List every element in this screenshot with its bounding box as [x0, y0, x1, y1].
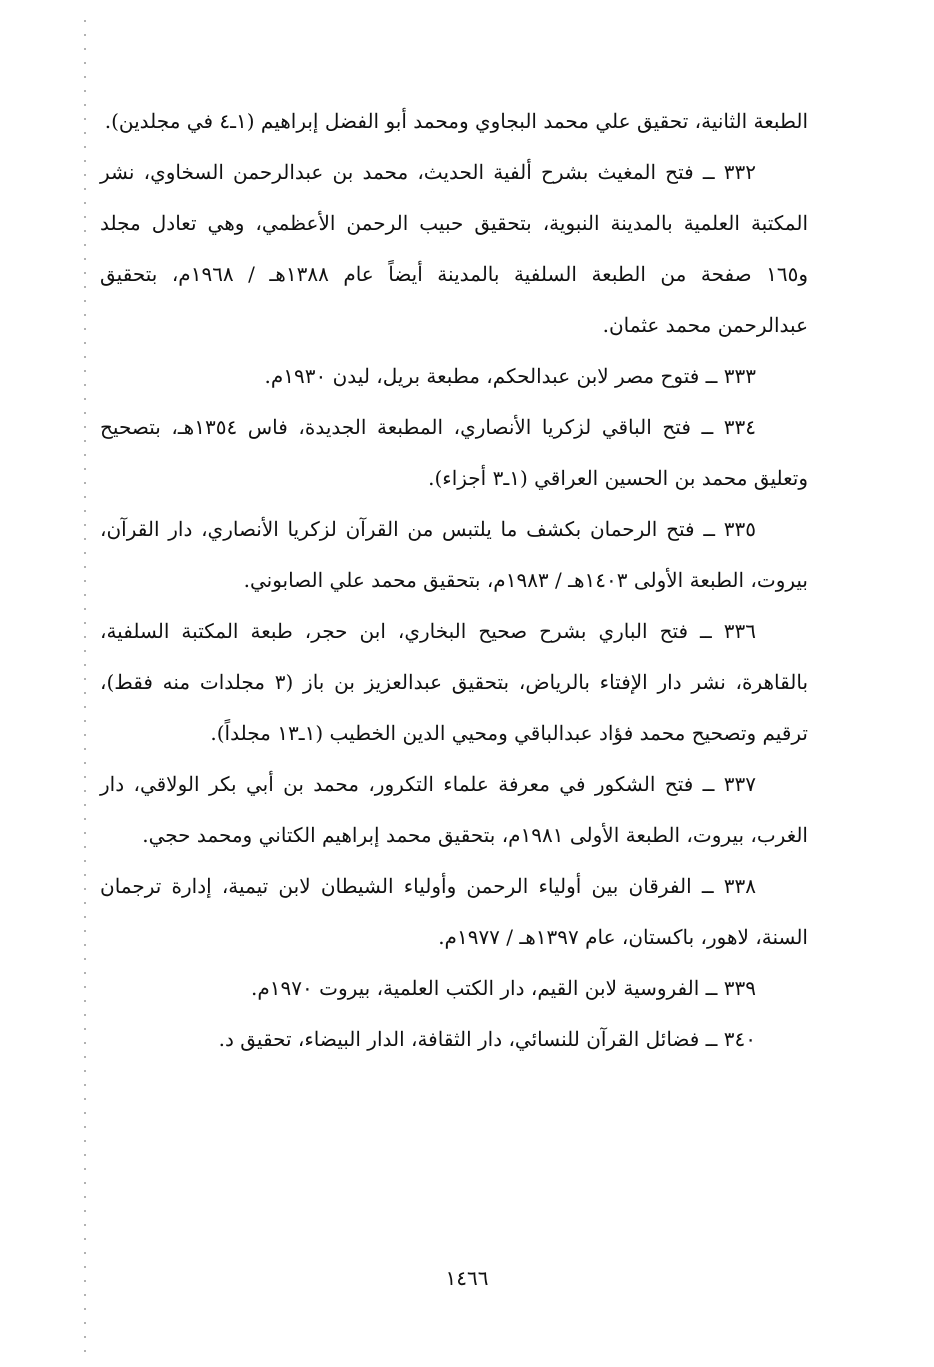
- margin-dot: [84, 902, 86, 904]
- margin-dot: [84, 174, 86, 176]
- margin-dot: [84, 1350, 86, 1352]
- margin-dot: [84, 48, 86, 50]
- margin-dot: [84, 1196, 86, 1198]
- margin-dot: [84, 76, 86, 78]
- margin-dot: [84, 286, 86, 288]
- entry-333: ٣٣٣ ــ فتوح مصر لابن عبدالحكم، مطبعة بريل، ليدن ١٩٣٠م.: [264, 364, 756, 388]
- margin-dot: [84, 1252, 86, 1254]
- margin-dot: [84, 342, 86, 344]
- margin-dot: [84, 454, 86, 456]
- margin-dot: [84, 1070, 86, 1072]
- margin-dot: [84, 1014, 86, 1016]
- margin-dot: [84, 930, 86, 932]
- margin-dot: [84, 314, 86, 316]
- page-number: ١٤٦٦: [445, 1266, 489, 1290]
- margin-dot: [84, 1140, 86, 1142]
- margin-dot: [84, 678, 86, 680]
- margin-dot: [84, 1154, 86, 1156]
- margin-dot: [84, 1322, 86, 1324]
- margin-dot: [84, 650, 86, 652]
- margin-dot: [84, 706, 86, 708]
- margin-dot: [84, 1336, 86, 1338]
- margin-dot: [84, 300, 86, 302]
- margin-dot: [84, 720, 86, 722]
- margin-dot: [84, 370, 86, 372]
- margin-dot: [84, 888, 86, 890]
- margin-dot: [84, 1126, 86, 1128]
- margin-dot: [84, 524, 86, 526]
- margin-dot: [84, 272, 86, 274]
- entry-339: ٣٣٩ ــ الفروسية لابن القيم، دار الكتب العلمية، بيروت ١٩٧٠م.: [251, 976, 756, 1000]
- margin-dot: [84, 762, 86, 764]
- margin-dot: [84, 1168, 86, 1170]
- margin-dot: [84, 664, 86, 666]
- margin-dot: [84, 552, 86, 554]
- margin-dot: [84, 636, 86, 638]
- margin-dot: [84, 90, 86, 92]
- entry-336: ٣٣٦ ــ فتح الباري بشرح صحيح البخاري، ابن حجر، طبعة المكتبة السلفية، بالقاهرة، نشر دار الإفتاء بالرياض، بتحقيق عبدالعزيز بن باز (٣ مجلدات منه فقط)، ترقيم وتصحيح محمد فؤاد عبدالباقي ومحيي الدين الخطيب (١ـ١٣ مجلداً).: [100, 619, 809, 745]
- margin-dot: [84, 944, 86, 946]
- margin-dot: [84, 258, 86, 260]
- margin-dot: [84, 580, 86, 582]
- margin-dot: [84, 972, 86, 974]
- margin-dot: [84, 118, 86, 120]
- margin-dot: [84, 790, 86, 792]
- margin-dot: [84, 132, 86, 134]
- margin-dot: [84, 860, 86, 862]
- margin-dot: [84, 160, 86, 162]
- margin-dot: [84, 538, 86, 540]
- margin-dot: [84, 104, 86, 106]
- margin-dot: [84, 986, 86, 988]
- margin-dot: [84, 1224, 86, 1226]
- margin-dot: [84, 692, 86, 694]
- margin-dot: [84, 202, 86, 204]
- entry-332: ٣٣٢ ــ فتح المغيث بشرح ألفية الحديث، محمد بن عبدالرحمن السخاوي، نشر المكتبة العلمية بالمدينة النبوية، بتحقيق حبيب الرحمن الأعظمي، وهي تعادل مجلد و١٦٥ صفحة من الطبعة السلفية بالمدينة أيضاً عام ١٣٨٨هـ / ١٩٦٨م، بتحقيق عبدالرحمن محمد عثمان.: [100, 160, 809, 337]
- margin-dot: [84, 916, 86, 918]
- margin-dot: [84, 188, 86, 190]
- margin-dot: [84, 958, 86, 960]
- entry-continuation: الطبعة الثانية، تحقيق علي محمد البجاوي ومحمد أبو الفضل إبراهيم (١ـ٤ في مجلدين).: [104, 109, 808, 133]
- margin-dot: [84, 1210, 86, 1212]
- margin-dot: [84, 748, 86, 750]
- margin-dot: [84, 440, 86, 442]
- margin-dot: [84, 1084, 86, 1086]
- margin-dot: [84, 1112, 86, 1114]
- margin-dot: [84, 398, 86, 400]
- margin-dot: [84, 1098, 86, 1100]
- entry-340: ٣٤٠ ــ فضائل القرآن للنسائي، دار الثقافة، الدار البيضاء، تحقيق د.: [218, 1027, 756, 1051]
- entry-338: ٣٣٨ ــ الفرقان بين أولياء الرحمن وأولياء الشيطان لابن تيمية، إدارة ترجمان السنة، لاهور، باكستان، عام ١٣٩٧هـ / ١٩٧٧م.: [100, 874, 808, 949]
- margin-dot: [84, 804, 86, 806]
- margin-dot: [84, 62, 86, 64]
- margin-dot: [84, 566, 86, 568]
- entry-335: ٣٣٥ ــ فتح الرحمان بكشف ما يلتبس من القرآن لزكريا الأنصاري، دار القرآن، بيروت، الطبعة الأولى ١٤٠٣هـ / ١٩٨٣م، بتحقيق محمد علي الصابوني.: [100, 517, 808, 592]
- margin-dot: [84, 356, 86, 358]
- scan-margin-dots: [82, 0, 88, 1367]
- margin-dot: [84, 244, 86, 246]
- margin-dot: [84, 216, 86, 218]
- margin-dot: [84, 328, 86, 330]
- margin-dot: [84, 1308, 86, 1310]
- margin-dot: [84, 146, 86, 148]
- margin-dot: [84, 818, 86, 820]
- margin-dot: [84, 1238, 86, 1240]
- margin-dot: [84, 426, 86, 428]
- entry-337: ٣٣٧ ــ فتح الشكور في معرفة علماء التكرور، محمد بن أبي بكر الولاقي، دار الغرب، بيروت، الطبعة الأولى ١٩٨١م، بتحقيق محمد إبراهيم الكتاني ومحمد حجي.: [100, 772, 808, 847]
- margin-dot: [84, 412, 86, 414]
- margin-dot: [84, 1000, 86, 1002]
- margin-dot: [84, 482, 86, 484]
- margin-dot: [84, 622, 86, 624]
- margin-dot: [84, 230, 86, 232]
- margin-dot: [84, 734, 86, 736]
- margin-dot: [84, 874, 86, 876]
- margin-dot: [84, 468, 86, 470]
- margin-dot: [84, 1028, 86, 1030]
- margin-dot: [84, 776, 86, 778]
- margin-dot: [84, 1294, 86, 1296]
- margin-dot: [84, 1182, 86, 1184]
- margin-dot: [84, 34, 86, 36]
- bibliography-text: [100, 96, 808, 1065]
- margin-dot: [84, 1056, 86, 1058]
- margin-dot: [84, 846, 86, 848]
- margin-dot: [84, 594, 86, 596]
- entry-334: ٣٣٤ ــ فتح الباقي لزكريا الأنصاري، المطبعة الجديدة، فاس ١٣٥٤هـ، بتصحيح وتعليق محمد بن الحسين العراقي (١ـ٣ أجزاء).: [100, 415, 808, 490]
- margin-dot: [84, 384, 86, 386]
- margin-dot: [84, 1042, 86, 1044]
- margin-dot: [84, 510, 86, 512]
- margin-dot: [84, 832, 86, 834]
- margin-dot: [84, 496, 86, 498]
- margin-dot: [84, 608, 86, 610]
- margin-dot: [84, 20, 86, 22]
